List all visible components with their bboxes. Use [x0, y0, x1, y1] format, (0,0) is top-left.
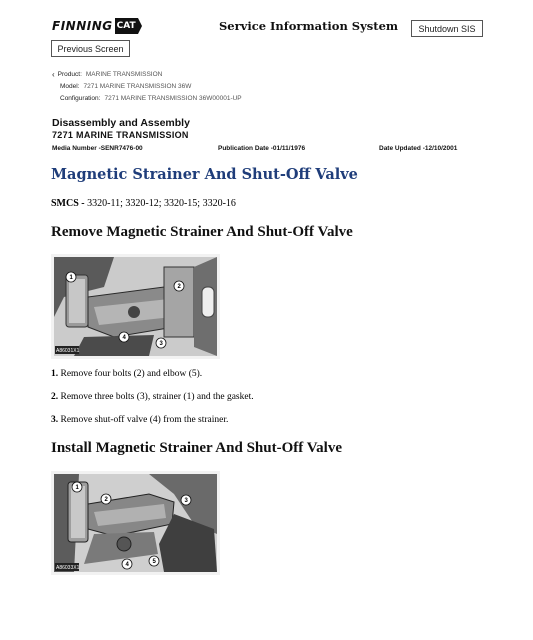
configuration-value[interactable]: 7271 MARINE TRANSMISSION 36W00001-UP	[104, 95, 242, 102]
callout-4	[119, 332, 129, 342]
smcs-label: SMCS -	[51, 198, 85, 209]
step-2-text: Remove three bolts (3), strainer (1) and the gasket.	[58, 392, 254, 402]
chevron-left-icon: ‹	[52, 70, 55, 79]
smcs-codes	[51, 198, 236, 209]
svg-text:3: 3	[159, 341, 163, 347]
breadcrumb-model[interactable]	[52, 81, 242, 93]
callout-5	[149, 556, 159, 566]
step-2-number: 2.	[51, 392, 59, 402]
svg-text:4: 4	[122, 335, 126, 341]
previous-screen-button[interactable]: Previous Screen	[51, 40, 130, 57]
media-number: Media Number -SENR7476-00	[52, 145, 143, 152]
shutdown-sis-button[interactable]: Shutdown SIS	[411, 20, 483, 37]
app-title: Service Information System	[219, 19, 399, 33]
photo-1-id: A86031X1	[56, 348, 80, 354]
configuration-key: Configuration:	[60, 95, 101, 102]
callout-4	[122, 559, 132, 569]
page-title: Magnetic Strainer And Shut-Off Valve	[51, 166, 358, 183]
callout-1	[66, 272, 76, 282]
finning-cat-logo	[52, 15, 136, 37]
publication-date: Publication Date -01/11/1976	[218, 145, 306, 152]
product-value[interactable]: MARINE TRANSMISSION	[85, 71, 163, 78]
install-illustration	[51, 471, 220, 575]
step-2	[51, 392, 254, 402]
section-title: Disassembly and Assembly	[52, 117, 190, 129]
svg-text:2: 2	[177, 284, 181, 290]
svg-text:5: 5	[152, 559, 156, 565]
breadcrumb-product[interactable]	[52, 69, 242, 81]
callout-1	[72, 482, 82, 492]
remove-heading: Remove Magnetic Strainer And Shut-Off Valve	[51, 224, 353, 240]
remove-illustration	[51, 254, 220, 359]
step-1	[51, 369, 202, 379]
svg-text:4: 4	[125, 562, 129, 568]
svg-text:1: 1	[75, 485, 79, 491]
breadcrumb-configuration[interactable]	[52, 93, 242, 105]
callout-2	[101, 494, 111, 504]
model-value[interactable]: 7271 MARINE TRANSMISSION 36W	[83, 83, 192, 90]
product-key: Product:	[57, 71, 82, 78]
breadcrumb	[52, 69, 242, 105]
step-1-text: Remove four bolts (2) and elbow (5).	[58, 369, 203, 379]
smcs-values: 3320-11; 3320-12; 3320-15; 3320-16	[84, 198, 236, 209]
callout-3	[181, 495, 191, 505]
svg-text:3: 3	[184, 498, 188, 504]
logo-text: FINNING	[52, 19, 113, 33]
install-heading: Install Magnetic Strainer And Shut-Off Valve	[51, 440, 342, 456]
date-updated: Date Updated -12/10/2001	[379, 145, 458, 152]
photo-2-id: A86033X1	[56, 565, 80, 571]
svg-text:2: 2	[104, 497, 108, 503]
model-key: Model:	[60, 83, 80, 90]
section-subtitle: 7271 MARINE TRANSMISSION	[52, 130, 189, 140]
callout-2	[174, 281, 184, 291]
step-3-text: Remove shut-off valve (4) from the strainer.	[58, 415, 229, 425]
svg-text:1: 1	[69, 275, 73, 281]
callout-3	[156, 338, 166, 348]
step-3	[51, 415, 228, 425]
step-1-number: 1.	[51, 369, 59, 379]
cat-badge: CAT	[115, 18, 138, 34]
step-3-number: 3.	[51, 415, 59, 425]
